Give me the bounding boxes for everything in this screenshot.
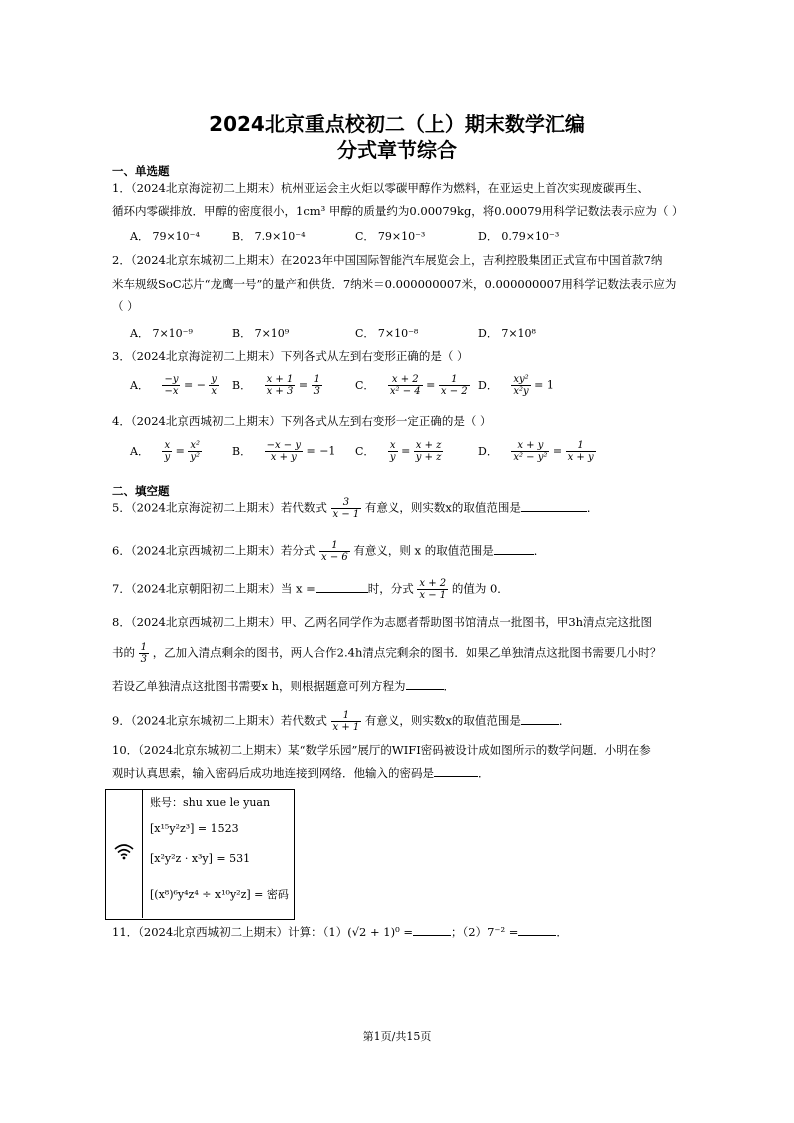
q2-line1: 2．（2024北京东城初二上期末）在2023年中国国际智能汽车展览会上，吉利控股集团正式宣布中国首款7纳 (112, 253, 663, 267)
q6-answer-blank[interactable] (494, 544, 534, 555)
page-subtitle: 分式章节综合 (337, 138, 457, 162)
q2-line2: 米车规级SoC芯片“龙鹰一号”的量产和供货．7纳米＝0.000000007米，0.000000007用科学记数法表示应为 (112, 277, 677, 291)
q9-line: 9．（2024北京东城初二上期末）若代数式 $\frac{1}{x + 1}$ 有意义，则实数x的取值范围是 ． (112, 710, 571, 733)
q3-option-b: B． $\frac{x + 1}{x + 3}$ = $\frac{1}{3}$ (232, 374, 320, 397)
q11-answer-blank-2[interactable] (518, 925, 556, 936)
wifi-equation-3: [(x⁸)⁶y⁴z⁴ ÷ x¹⁰y²z] = 密码 (150, 888, 289, 901)
q8-line3: 若设乙单独清点这批图书需要x h，则根据题意可列方程为 ． (112, 679, 456, 693)
q4-option-c: C． $\frac{x}{y}$ = $\frac{x + z}{y + z}$ (355, 440, 442, 463)
q4-line1: 4．（2024北京西城初二上期末）下列各式从左到右变形一定正确的是（ ） (112, 414, 492, 428)
q2-option-b: B． 7×10⁹ (232, 327, 290, 340)
q2-option-d: D． 7×10⁸ (478, 327, 536, 340)
section-fill-blank: 二、填空题 (112, 484, 170, 498)
q4-option-b: B． $\frac{-x - y}{x + y}$ = −1 (232, 440, 336, 463)
q8-line1: 8．（2024北京西城初二上期末）甲、乙两名同学作为志愿者帮助图书馆清点一批图书，甲3h清点完这批图 (112, 615, 653, 629)
q10-line1: 10．（2024北京东城初二上期末）某“数学乐园”展厅的WIFI密码被设计成如图所示的数学问题．小明在参 (112, 743, 651, 757)
wifi-icon (113, 842, 135, 860)
q1-line1: 1．（2024北京海淀初二上期末）杭州亚运会主火炬以零碳甲醇作为燃料，在亚运史上首次实现废碳再生、 (112, 181, 649, 195)
q2-option-a: A． 7×10⁻⁹ (130, 327, 193, 340)
wifi-equation-1: [x¹⁵y²z³] = 1523 (150, 822, 239, 835)
q7-answer-blank[interactable] (316, 582, 368, 593)
q3-line1: 3．（2024北京海淀初二上期末）下列各式从左到右变形正确的是（ ） (112, 349, 469, 363)
q11-line: 11．（2024北京西城初二上期末）计算：（1）(√2 + 1)⁰ = ；（2）7⁻² = ． (112, 925, 568, 939)
wifi-password-box (105, 789, 295, 920)
q1-option-d: D． 0.79×10⁻³ (478, 230, 560, 243)
q10-answer-blank[interactable] (434, 766, 478, 777)
q3-option-d: D． $\frac{\text{xy²}}{\text{x²y}}$ = 1 (478, 374, 554, 397)
wifi-icon-cell (106, 790, 143, 918)
q1-line2: 循环内零碳排放．甲醇的密度很小，1cm³ 甲醇的质量约为0.00079kg，将0.00079用科学记数法表示应为（ ） (112, 204, 684, 218)
q11-answer-blank-1[interactable] (413, 925, 451, 936)
q1-option-b: B． 7.9×10⁻⁴ (232, 230, 306, 243)
q6-line: 6．（2024北京西城初二上期末）若分式 $\frac{1}{x - 6}$ 有意义，则 x 的取值范围是 ． (112, 540, 546, 563)
q1-option-a: A． 79×10⁻⁴ (130, 230, 200, 243)
page-footer: 第1页/共15页 (362, 1030, 432, 1043)
q4-option-d: D． $\frac{x + y}{\text{x² − y²}}$ = $\frac{1}{x + y}$ (478, 440, 594, 463)
q9-answer-blank[interactable] (521, 714, 559, 725)
q3-option-a: A． $\frac{-y}{-x}$ = − $\frac{y}{x}$ (130, 374, 218, 397)
q8-line2: 书的 $\frac{1}{3}$ ，乙加入清点剩余的图书，两人合作2.4h清点完剩余的图书．如果乙单独清点这批图书需要几小时？ (112, 642, 662, 665)
q8-answer-blank[interactable] (406, 679, 444, 690)
q5-answer-blank[interactable] (521, 501, 587, 512)
section-single-choice: 一、单选题 (112, 164, 170, 178)
q7-line: 7．（2024北京朝阳初二上期末）当 x = 时，分式 $\frac{x + 2}{x - 1}$ 的值为 0． (112, 578, 509, 601)
q10-line2: 观时认真思索，输入密码后成功地连接到网络．他输入的密码是 ． (112, 766, 490, 780)
wifi-account: 账号：shu xue le yuan (150, 796, 271, 809)
q5-line: 5．（2024北京海淀初二上期末）若代数式 $\frac{3}{x - 1}$ 有意义，则实数x的取值范围是 ． (112, 497, 599, 520)
page-title: 2024北京重点校初二（上）期末数学汇编 (209, 112, 585, 136)
wifi-equation-2: [x²y²z · x³y] = 531 (150, 852, 251, 865)
q4-option-a: A． $\frac{x}{y}$ = $\frac{\text{x²}}{\text{y²}}$ (130, 440, 200, 463)
q2-option-c: C． 7×10⁻⁸ (355, 327, 419, 340)
q2-line3: （ ） (112, 299, 139, 313)
q1-option-c: C． 79×10⁻³ (355, 230, 426, 243)
q3-option-c: C． $\frac{x + 2}{\text{x² − 4}}$ = $\frac{1}{x - 2}$ (355, 374, 468, 397)
